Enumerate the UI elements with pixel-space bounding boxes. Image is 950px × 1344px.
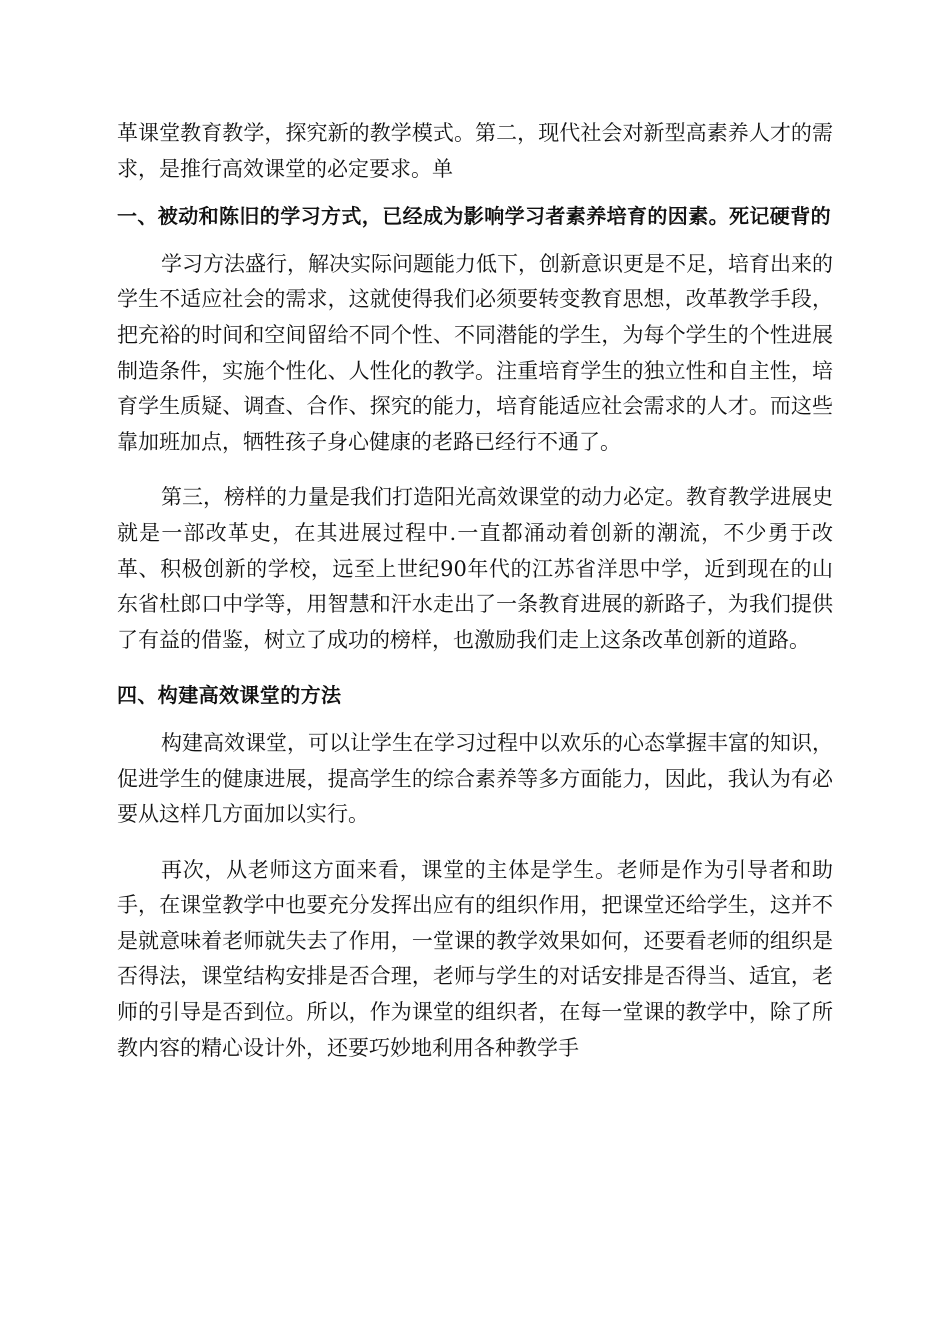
paragraph-2: 学习方法盛行，解决实际问题能力低下，创新意识更是不足，培育出来的学生不适应社会的需求，这就使得我们必须要转变教育思想，改革教学手段，把充裕的时间和空间留给不同个性、不同潜能的学生，为每个学生的个性进展制造条件，实施个性化、人性化的教学。注重培育学生的独立性和自主性，培育学生质疑、调查、合作、探究的能力，培育能适应社会需求的人才。而这些靠加班加点，牺牲孩子身心健康的老路已经行不通了。: [117, 251, 833, 454]
paragraph-3: 第三，榜样的力量是我们打造阳光高效课堂的动力必定。教育教学进展史就是一部改革史，在其进展过程中.一直都涌动着创新的潮流，不少勇于改革、积极创新的学校，远至上世纪90年代的江苏省洋思中学，近到现在的山东省杜郎口中学等，用智慧和汗水走出了一条教育进展的新路子，为我们提供了有益的借鉴，树立了成功的榜样，也激励我们走上这条改革创新的道路。: [117, 485, 833, 652]
paragraph-5: 再次，从老师这方面来看，课堂的主体是学生。老师是作为引导者和助手，在课堂教学中也要充分发挥出应有的组织作用，把课堂还给学生，这并不是就意味着老师就失去了作用，一堂课的教学效果如何，还要看老师的组织是否得法，课堂结构安排是否合理，老师与学生的对话安排是否得当、适宜，老师的引导是否到位。所以，作为课堂的组织者，在每一堂课的教学中，除了所教内容的精心设计外，还要巧妙地利用各种教学手: [117, 857, 833, 1060]
document-page: [117, 116, 833, 1066]
paragraph-1: 革课堂教育教学，探究新的教学模式。第二，现代社会对新型高素养人才的需求，是推行高效课堂的必定要求。单: [117, 121, 833, 181]
paragraph-4: 构建高效课堂，可以让学生在学习过程中以欢乐的心态掌握丰富的知识，促进学生的健康进展，提高学生的综合素养等多方面能力，因此，我认为有必要从这样几方面加以实行。: [117, 730, 833, 827]
section-heading-1: 一、被动和陈旧的学习方式，已经成为影响学习者素养培育的因素。死记硬背的: [117, 204, 831, 229]
section-heading-2: 四、构建高效课堂的方法: [117, 683, 342, 708]
